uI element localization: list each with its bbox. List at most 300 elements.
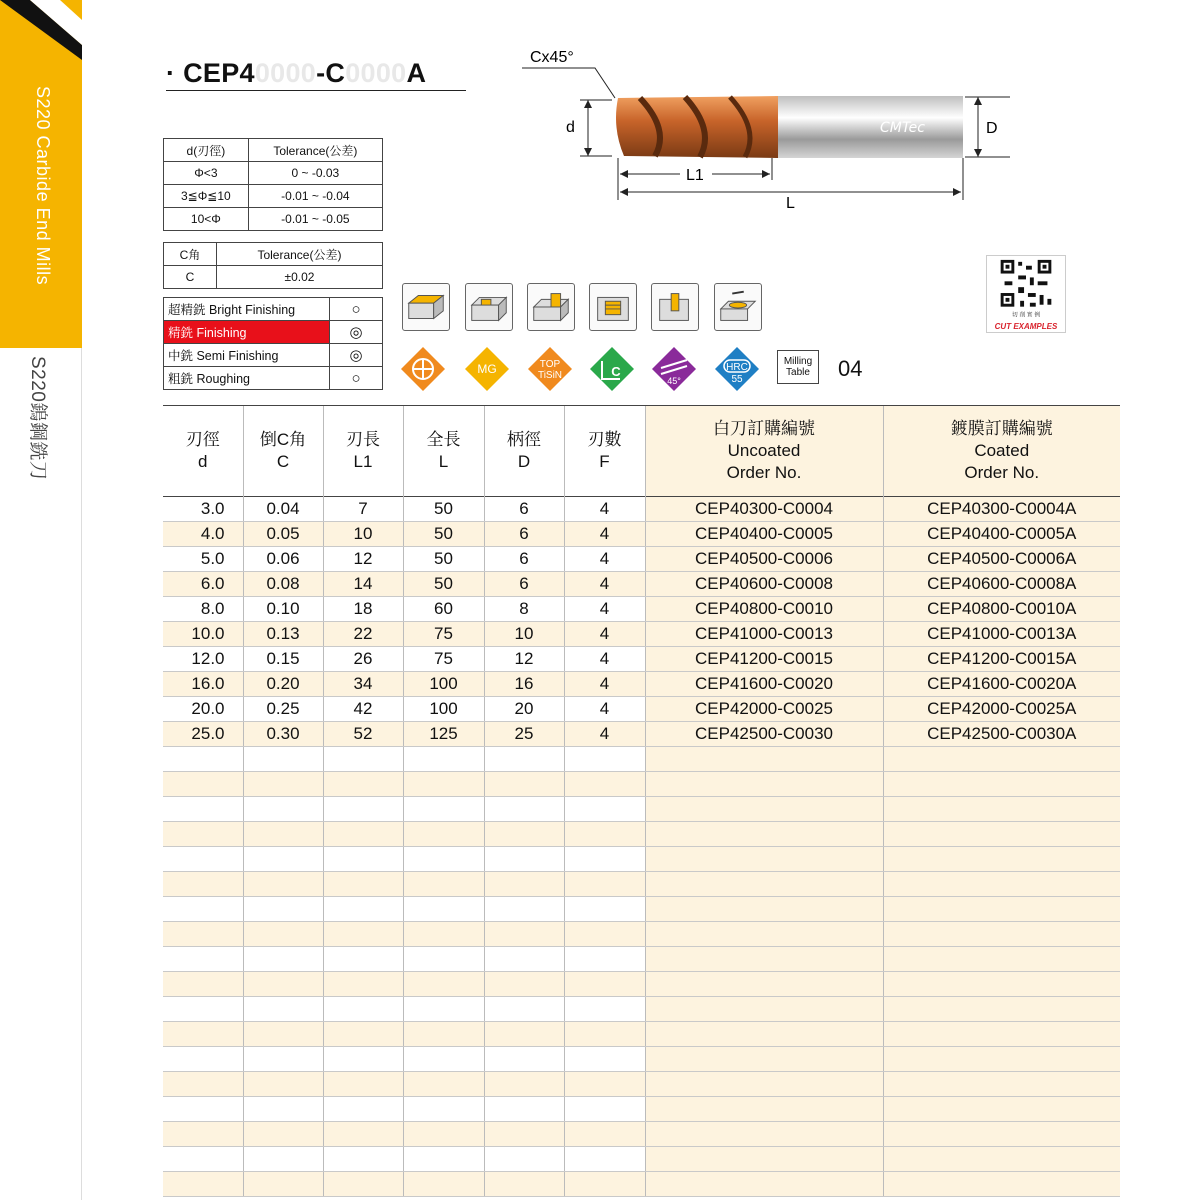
table-cell (323, 1172, 403, 1197)
table-cell (163, 872, 243, 897)
svg-text:45°: 45° (667, 376, 681, 386)
table-cell: 7 (323, 497, 403, 522)
table-cell: CEP42000-C0025A (883, 697, 1120, 722)
table-cell (484, 797, 564, 822)
column-header-coated-order: 鍍膜訂購編號 Coated Order No. (883, 406, 1120, 497)
table-cell (403, 847, 484, 872)
table-cell: 4 (564, 497, 645, 522)
table-cell (484, 822, 564, 847)
table-cell (564, 922, 645, 947)
table-cell (163, 972, 243, 997)
table-cell (883, 847, 1120, 872)
suitability-symbol: ◎ (330, 344, 383, 367)
empty-table-row (163, 1047, 1120, 1072)
table-row (163, 672, 1120, 697)
helix-angle-icon (651, 346, 697, 392)
table-cell (323, 1047, 403, 1072)
plunge-milling-icon (651, 283, 699, 331)
table-cell (484, 1147, 564, 1172)
table-cell: 10<Φ (164, 208, 249, 231)
suitability-symbol: ◎ (330, 321, 383, 344)
table-cell (484, 872, 564, 897)
table-cell: 4 (564, 522, 645, 547)
svg-text:55: 55 (731, 374, 743, 385)
empty-table-row (163, 872, 1120, 897)
table-cell: 8.0 (163, 597, 243, 622)
suitability-symbol: ○ (330, 367, 383, 390)
table-cell (645, 1047, 883, 1072)
slotting-icon (465, 283, 513, 331)
table-cell (163, 922, 243, 947)
table-cell (645, 1122, 883, 1147)
coating-icon (527, 346, 573, 392)
table-cell (883, 1022, 1120, 1047)
table-cell (323, 847, 403, 872)
table-cell (883, 897, 1120, 922)
table-cell (645, 822, 883, 847)
table-cell: 75 (403, 647, 484, 672)
finishing-label: 超精銑 Bright Finishing (164, 298, 330, 321)
table-row (163, 697, 1120, 722)
table-cell (564, 972, 645, 997)
table-cell (243, 972, 323, 997)
table-cell: 125 (403, 722, 484, 747)
finishing-label: 中銑 Semi Finishing (164, 344, 330, 367)
table-cell: CEP42500-C0030 (645, 722, 883, 747)
table-cell (323, 1097, 403, 1122)
table-cell: 4 (564, 597, 645, 622)
empty-table-row (163, 997, 1120, 1022)
table-cell (484, 747, 564, 772)
product-spec-table (163, 405, 1120, 1197)
table-cell: 0.08 (243, 572, 323, 597)
table-cell: 10 (484, 622, 564, 647)
table-cell (484, 1097, 564, 1122)
table-cell (163, 897, 243, 922)
table-cell (564, 747, 645, 772)
table-row (163, 572, 1120, 597)
cut-examples-label: CUT EXAMPLES (994, 322, 1058, 331)
table-cell: 22 (323, 622, 403, 647)
face-milling-icon (402, 283, 450, 331)
table-cell: CEP41600-C0020A (883, 672, 1120, 697)
table-cell (645, 1022, 883, 1047)
table-cell: 4 (564, 697, 645, 722)
corner-chamfer-icon (589, 346, 635, 392)
table-cell (323, 972, 403, 997)
table-cell: -0.01 ~ -0.04 (248, 185, 382, 208)
table-cell: 0.20 (243, 672, 323, 697)
table-cell (243, 797, 323, 822)
table-cell (403, 1097, 484, 1122)
table-cell (163, 1022, 243, 1047)
chamfer-tolerance-table (163, 242, 383, 289)
column-header-overall-length: 全長 L (403, 406, 484, 497)
table-cell: 100 (403, 697, 484, 722)
table-cell: 4 (564, 547, 645, 572)
table-cell (645, 1147, 883, 1172)
table-cell: CEP40600-C0008A (883, 572, 1120, 597)
ramping-icon (714, 283, 762, 331)
side-milling-icon (527, 283, 575, 331)
table-cell (243, 1047, 323, 1072)
table-cell: CEP40800-C0010 (645, 597, 883, 622)
table-cell (163, 1047, 243, 1072)
table-cell: CEP40800-C0010A (883, 597, 1120, 622)
table-cell (403, 922, 484, 947)
suitability-symbol: ○ (330, 298, 383, 321)
table-cell (243, 1022, 323, 1047)
sidebar-category-label: S220 Carbide End Mills (33, 86, 53, 286)
table-cell (243, 897, 323, 922)
table-cell (564, 1022, 645, 1047)
diameter-tolerance-table (163, 138, 383, 231)
table-cell (243, 1097, 323, 1122)
table-cell: 0.13 (243, 622, 323, 647)
table-cell (403, 1147, 484, 1172)
table-cell (403, 872, 484, 897)
table-header: Tolerance(公差) (216, 243, 382, 266)
svg-text:MG: MG (477, 362, 497, 376)
table-cell: 4 (564, 647, 645, 672)
table-cell (645, 1172, 883, 1197)
table-cell (883, 747, 1120, 772)
table-cell: 14 (323, 572, 403, 597)
table-cell (163, 797, 243, 822)
table-cell (323, 797, 403, 822)
empty-table-row (163, 772, 1120, 797)
finishing-suitability-table (163, 297, 383, 390)
table-cell (883, 872, 1120, 897)
table-cell (564, 822, 645, 847)
table-cell: 75 (403, 622, 484, 647)
table-cell: 6 (484, 547, 564, 572)
table-cell (484, 1122, 564, 1147)
svg-text:HRC: HRC (726, 362, 748, 373)
table-cell (163, 747, 243, 772)
table-row (163, 547, 1120, 572)
table-cell (403, 797, 484, 822)
table-cell (403, 772, 484, 797)
corner-stripe-decoration (0, 0, 82, 82)
table-row (163, 647, 1120, 672)
table-cell: CEP40300-C0004 (645, 497, 883, 522)
D-dimension-label: D (986, 120, 998, 137)
table-cell: 3.0 (163, 497, 243, 522)
table-cell: Φ<3 (164, 162, 249, 185)
empty-table-row (163, 1172, 1120, 1197)
table-cell (645, 847, 883, 872)
svg-text:TOP: TOP (539, 359, 561, 370)
table-cell: 52 (323, 722, 403, 747)
table-cell (564, 1097, 645, 1122)
table-cell (883, 772, 1120, 797)
table-cell (323, 1147, 403, 1172)
table-cell: CEP40600-C0008 (645, 572, 883, 597)
table-cell (163, 1147, 243, 1172)
svg-text:TiSiN: TiSiN (537, 370, 563, 381)
table-cell (883, 1047, 1120, 1072)
table-row (163, 497, 1120, 522)
finishing-label-highlighted: 精銑 Finishing (164, 321, 330, 344)
table-cell: 0 ~ -0.03 (248, 162, 382, 185)
table-cell (163, 822, 243, 847)
table-cell (243, 922, 323, 947)
table-cell: 4 (564, 722, 645, 747)
empty-table-row (163, 947, 1120, 972)
table-cell (403, 822, 484, 847)
table-cell (323, 1072, 403, 1097)
table-cell: 0.30 (243, 722, 323, 747)
table-cell (323, 947, 403, 972)
table-cell: 4 (564, 672, 645, 697)
column-header-flute-length: 刃長 L1 (323, 406, 403, 497)
table-cell (243, 1172, 323, 1197)
table-cell: 0.06 (243, 547, 323, 572)
empty-table-row (163, 922, 1120, 947)
empty-table-row (163, 797, 1120, 822)
table-row (163, 722, 1120, 747)
svg-text:切 削 實 例: 切 削 實 例 (1011, 312, 1041, 319)
table-cell: 34 (323, 672, 403, 697)
table-cell (403, 972, 484, 997)
chamfer-label: Cx45° (530, 49, 574, 66)
L1-dimension-label: L1 (686, 167, 704, 184)
table-cell: 100 (403, 672, 484, 697)
empty-table-row (163, 1072, 1120, 1097)
table-cell (484, 847, 564, 872)
table-cell (564, 897, 645, 922)
svg-text:C: C (611, 364, 621, 379)
empty-table-row (163, 847, 1120, 872)
table-cell (403, 1047, 484, 1072)
table-cell (484, 1072, 564, 1097)
table-row (163, 622, 1120, 647)
table-cell (883, 1147, 1120, 1172)
table-cell (883, 947, 1120, 972)
empty-table-row (163, 1022, 1120, 1047)
table-cell (645, 747, 883, 772)
pocket-milling-icon (589, 283, 637, 331)
table-cell: 20 (484, 697, 564, 722)
table-cell (323, 1122, 403, 1147)
table-cell (883, 1172, 1120, 1197)
column-header-chamfer: 倒C角 C (243, 406, 323, 497)
table-cell: 6 (484, 572, 564, 597)
table-cell: 0.04 (243, 497, 323, 522)
table-cell (243, 872, 323, 897)
table-cell (403, 1172, 484, 1197)
table-cell (883, 1097, 1120, 1122)
table-cell (323, 872, 403, 897)
table-cell (484, 922, 564, 947)
table-cell: 50 (403, 547, 484, 572)
brand-mark: CMTec (880, 120, 925, 136)
table-cell (883, 1072, 1120, 1097)
table-cell (564, 872, 645, 897)
table-cell (564, 1147, 645, 1172)
sidebar-category-label-cn: S220鎢鋼銑刀 (27, 356, 48, 481)
table-cell (243, 1072, 323, 1097)
table-cell: CEP41000-C0013A (883, 622, 1120, 647)
table-cell (645, 1072, 883, 1097)
table-cell (163, 1097, 243, 1122)
table-cell: 20.0 (163, 697, 243, 722)
table-cell (163, 772, 243, 797)
table-cell: 12 (484, 647, 564, 672)
table-cell: 50 (403, 572, 484, 597)
column-header-flutes: 刃數 F (564, 406, 645, 497)
table-cell: 50 (403, 522, 484, 547)
table-cell: 4 (564, 622, 645, 647)
table-cell: 0.25 (243, 697, 323, 722)
empty-table-row (163, 822, 1120, 847)
milling-table-number: 04 (838, 356, 863, 381)
table-cell (645, 872, 883, 897)
table-cell (484, 997, 564, 1022)
table-cell (645, 772, 883, 797)
table-row (163, 522, 1120, 547)
table-cell (403, 1022, 484, 1047)
multi-flute-icon (400, 346, 446, 392)
table-cell: CEP42000-C0025 (645, 697, 883, 722)
empty-table-row (163, 1147, 1120, 1172)
table-cell (163, 997, 243, 1022)
table-cell: 0.15 (243, 647, 323, 672)
table-cell: 12.0 (163, 647, 243, 672)
table-cell (403, 1122, 484, 1147)
empty-table-row (163, 747, 1120, 772)
empty-table-row (163, 1122, 1120, 1147)
table-cell (484, 972, 564, 997)
table-cell: 0.05 (243, 522, 323, 547)
table-cell (564, 847, 645, 872)
table-cell (323, 747, 403, 772)
table-row (163, 597, 1120, 622)
table-cell (564, 947, 645, 972)
table-cell (323, 922, 403, 947)
table-cell (645, 897, 883, 922)
table-cell (243, 772, 323, 797)
table-cell (564, 1172, 645, 1197)
table-cell: CEP40300-C0004A (883, 497, 1120, 522)
table-cell (645, 947, 883, 972)
milling-table-icon: Milling Table (777, 350, 819, 384)
table-cell: 10 (323, 522, 403, 547)
table-cell (484, 1047, 564, 1072)
table-cell: 6 (484, 497, 564, 522)
table-cell (484, 1022, 564, 1047)
table-cell: 5.0 (163, 547, 243, 572)
table-cell (645, 997, 883, 1022)
table-cell (163, 1172, 243, 1197)
table-cell (243, 1122, 323, 1147)
table-cell (883, 922, 1120, 947)
table-cell (484, 772, 564, 797)
table-cell: 10.0 (163, 622, 243, 647)
table-cell (243, 997, 323, 1022)
table-cell (323, 1022, 403, 1047)
table-cell: CEP41600-C0020 (645, 672, 883, 697)
table-cell: 25 (484, 722, 564, 747)
table-cell (883, 972, 1120, 997)
table-cell (323, 897, 403, 922)
table-cell (484, 1172, 564, 1197)
table-cell (163, 947, 243, 972)
table-cell: 3≦Φ≦10 (164, 185, 249, 208)
table-cell: C (164, 266, 217, 289)
table-cell (645, 797, 883, 822)
table-cell (645, 972, 883, 997)
table-cell: 4.0 (163, 522, 243, 547)
table-cell: ±0.02 (216, 266, 382, 289)
table-cell: CEP40500-C0006 (645, 547, 883, 572)
table-cell (163, 847, 243, 872)
material-grade-icon (464, 346, 510, 392)
table-cell (564, 1122, 645, 1147)
table-cell: CEP40500-C0006A (883, 547, 1120, 572)
table-cell: 26 (323, 647, 403, 672)
table-cell (163, 1122, 243, 1147)
table-cell: 12 (323, 547, 403, 572)
table-cell (484, 897, 564, 922)
table-cell (883, 797, 1120, 822)
table-cell: 4 (564, 572, 645, 597)
table-cell (883, 997, 1120, 1022)
table-cell: 50 (403, 497, 484, 522)
table-cell: 18 (323, 597, 403, 622)
table-cell (883, 822, 1120, 847)
table-cell: 16.0 (163, 672, 243, 697)
table-cell: 25.0 (163, 722, 243, 747)
table-cell (243, 947, 323, 972)
table-cell (883, 1122, 1120, 1147)
table-cell (403, 747, 484, 772)
table-cell (484, 947, 564, 972)
table-cell: 60 (403, 597, 484, 622)
empty-table-row (163, 1097, 1120, 1122)
column-header-shank-diameter: 柄徑 D (484, 406, 564, 497)
product-title: · CEP40000-C0000A (166, 58, 466, 91)
table-cell: CEP42500-C0030A (883, 722, 1120, 747)
table-cell: 6 (484, 522, 564, 547)
table-cell: 42 (323, 697, 403, 722)
table-cell (564, 997, 645, 1022)
table-cell (243, 1147, 323, 1172)
empty-table-row (163, 972, 1120, 997)
table-cell: CEP40400-C0005 (645, 522, 883, 547)
column-header-diameter: 刃徑 d (163, 406, 243, 497)
hardness-rating-icon (714, 346, 760, 392)
table-cell: -0.01 ~ -0.05 (248, 208, 382, 231)
table-cell (243, 822, 323, 847)
table-cell (564, 772, 645, 797)
table-cell (323, 772, 403, 797)
column-header-uncoated-order: 白刀訂購編號 Uncoated Order No. (645, 406, 883, 497)
table-cell: CEP41200-C0015 (645, 647, 883, 672)
table-cell: 8 (484, 597, 564, 622)
table-header: d(刃徑) (164, 139, 249, 162)
table-cell (243, 847, 323, 872)
table-cell (163, 1072, 243, 1097)
table-cell: 6.0 (163, 572, 243, 597)
table-cell: CEP40400-C0005A (883, 522, 1120, 547)
table-cell: CEP41000-C0013 (645, 622, 883, 647)
table-cell (645, 1097, 883, 1122)
table-cell: 0.10 (243, 597, 323, 622)
table-cell (323, 822, 403, 847)
end-mill-drawing (520, 40, 1040, 220)
